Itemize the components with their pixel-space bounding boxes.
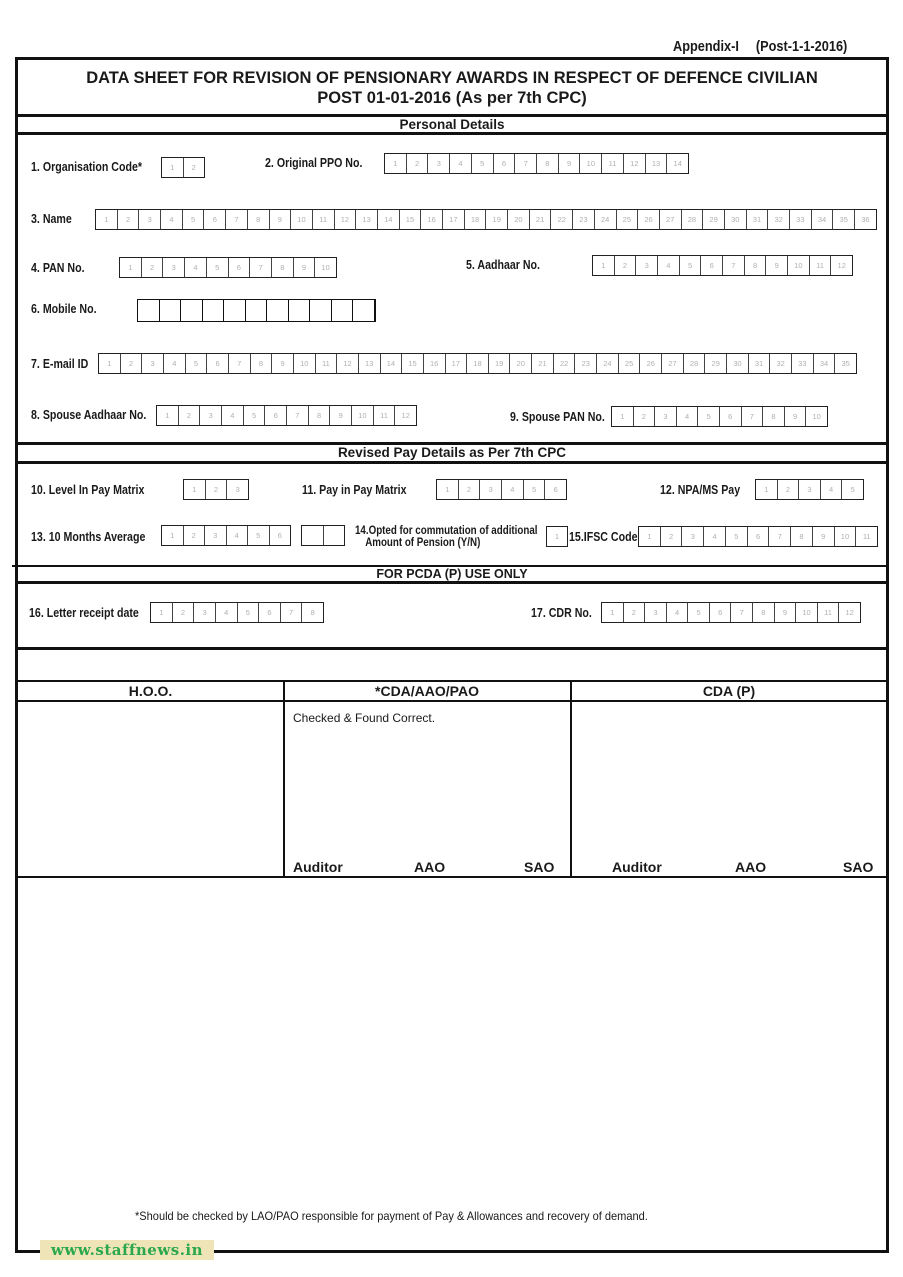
digit-box[interactable]: 9 (559, 154, 581, 173)
digit-box[interactable]: 15 (402, 354, 424, 373)
digit-box[interactable]: 12 (624, 154, 646, 173)
digit-box[interactable]: 5 (248, 526, 270, 545)
ppo-no-label: 2. Original PPO No. (265, 156, 363, 170)
org-code-label: 1. Organisation Code* (31, 160, 143, 174)
mobile-no-input[interactable] (137, 299, 376, 322)
digit-box[interactable]: 8 (272, 258, 294, 277)
digit-box[interactable]: 31 (749, 354, 771, 373)
org-code-input[interactable] (161, 157, 205, 178)
digit-box[interactable]: 5 (207, 258, 229, 277)
digit-box[interactable]: 4 (216, 603, 238, 622)
digit-box[interactable]: 35 (841, 359, 850, 368)
digit-box[interactable]: 1 (437, 480, 459, 499)
digit-box[interactable]: 5 (183, 210, 205, 229)
digit-box[interactable]: 13 (356, 210, 378, 229)
digit-box[interactable]: 2 (173, 603, 195, 622)
digit-box[interactable]: 3 (799, 480, 821, 499)
digit-box[interactable]: 26 (638, 210, 660, 229)
divider (15, 680, 889, 682)
digit-box[interactable]: 22 (551, 210, 573, 229)
digit-box[interactable]: 7 (742, 407, 764, 426)
digit-box[interactable]: 5 (244, 406, 266, 425)
digit-box[interactable]: 3 (142, 354, 164, 373)
digit-box[interactable]: 3 (682, 527, 704, 546)
post-date: (Post-1-1-2016) (755, 38, 848, 55)
digit-box[interactable]: 8 (309, 406, 331, 425)
digit-box[interactable]: 3 (139, 210, 161, 229)
digit-box[interactable]: 1 (385, 154, 407, 173)
digit-box[interactable] (181, 300, 203, 321)
digit-box[interactable]: 2 (624, 603, 646, 622)
digit-box[interactable]: 34 (812, 210, 834, 229)
digit-box[interactable]: 14 (381, 354, 403, 373)
commutation-label (355, 525, 537, 549)
level-pay-matrix-input[interactable] (183, 479, 249, 500)
digit-box[interactable]: 6 (277, 531, 282, 540)
digit-box[interactable]: 1 (120, 258, 142, 277)
digit-box[interactable]: 5 (688, 603, 710, 622)
digit-box[interactable]: 6 (710, 603, 732, 622)
digit-box[interactable] (302, 526, 324, 545)
digit-box[interactable]: 6 (701, 256, 723, 275)
digit-box[interactable]: 28 (684, 354, 706, 373)
name-label: 3. Name (31, 212, 72, 226)
digit-box[interactable]: 27 (660, 210, 682, 229)
digit-box[interactable]: 4 (658, 256, 680, 275)
digit-box[interactable]: 33 (792, 354, 814, 373)
spouse-aadhaar-label: 8. Spouse Aadhaar No. (31, 408, 147, 422)
divider (15, 876, 889, 878)
digit-box[interactable]: 3 (636, 256, 658, 275)
digit-box[interactable]: 19 (489, 354, 511, 373)
digit-box[interactable] (324, 526, 345, 545)
digit-box[interactable]: 9 (785, 407, 807, 426)
digit-box[interactable]: 8 (745, 256, 767, 275)
digit-box[interactable]: 3 (235, 485, 240, 494)
digit-box[interactable]: 10 (580, 154, 602, 173)
digit-box[interactable]: 5 (680, 256, 702, 275)
digit-box[interactable]: 4 (821, 480, 843, 499)
digit-box[interactable]: 1 (151, 603, 173, 622)
digit-box[interactable]: 4 (185, 258, 207, 277)
digit-box[interactable]: 26 (640, 354, 662, 373)
digit-box[interactable]: 11 (818, 603, 840, 622)
digit-box[interactable]: 16 (421, 210, 443, 229)
ten-months-average-input[interactable] (161, 525, 291, 546)
title-line-1: DATA SHEET FOR REVISION OF PENSIONARY AWARDS IN RESPECT OF DEFENCE CIVILIAN (86, 69, 818, 87)
digit-box[interactable]: 6 (207, 354, 229, 373)
digit-box[interactable]: 19 (486, 210, 508, 229)
digit-box[interactable]: 21 (530, 210, 552, 229)
digit-box[interactable]: 9 (330, 406, 352, 425)
digit-box[interactable]: 8 (753, 603, 775, 622)
digit-box[interactable]: 10 (788, 256, 810, 275)
spouse-aadhaar-input[interactable] (156, 405, 417, 426)
commutation-yn-input[interactable] (546, 526, 568, 547)
digit-box[interactable]: 32 (770, 354, 792, 373)
digit-box[interactable]: 12 (837, 261, 846, 270)
signature-sao: SAO (524, 859, 555, 875)
digit-box[interactable]: 14 (673, 159, 682, 168)
column-divider (570, 681, 572, 877)
digit-box[interactable]: 4 (222, 406, 244, 425)
digit-box[interactable]: 2 (778, 480, 800, 499)
digit-box[interactable]: 21 (532, 354, 554, 373)
digit-box[interactable] (203, 300, 225, 321)
digit-box[interactable]: 20 (508, 210, 530, 229)
digit-box[interactable]: 11 (862, 532, 871, 541)
digit-box[interactable] (224, 300, 246, 321)
cdr-no-input[interactable] (601, 602, 861, 623)
form-frame (15, 57, 889, 1253)
digit-box[interactable]: 15 (400, 210, 422, 229)
digit-box[interactable] (289, 300, 311, 321)
digit-box[interactable]: 9 (270, 210, 292, 229)
ppo-no-input[interactable] (384, 153, 689, 174)
digit-box[interactable]: 30 (727, 354, 749, 373)
digit-box[interactable]: 34 (814, 354, 836, 373)
column-header-cda-p: CDA (P) (702, 683, 756, 699)
digit-box[interactable]: 9 (766, 256, 788, 275)
digit-box[interactable]: 6 (229, 258, 251, 277)
digit-box[interactable]: 27 (662, 354, 684, 373)
digit-box[interactable]: 8 (763, 407, 785, 426)
digit-box[interactable]: 18 (465, 210, 487, 229)
digit-box[interactable]: 6 (494, 154, 516, 173)
digit-box[interactable]: 1 (612, 407, 634, 426)
digit-box[interactable] (246, 300, 268, 321)
aadhaar-no-input[interactable] (592, 255, 853, 276)
digit-box[interactable]: 10 (294, 354, 316, 373)
digit-box[interactable]: 6 (204, 210, 226, 229)
digit-box[interactable]: 11 (374, 406, 396, 425)
digit-box[interactable]: 4 (667, 603, 689, 622)
digit-box[interactable]: 36 (861, 215, 870, 224)
digit-box[interactable]: 16 (424, 354, 446, 373)
digit-box[interactable]: 3 (428, 154, 450, 173)
digit-box[interactable]: 2 (121, 354, 143, 373)
digit-box[interactable]: 7 (229, 354, 251, 373)
aadhaar-no-label: 5. Aadhaar No. (466, 258, 541, 272)
signature-aao: AAO (414, 859, 446, 875)
digit-box[interactable]: 12 (335, 210, 357, 229)
spouse-pan-input[interactable] (611, 406, 828, 427)
digit-box[interactable]: 1 (162, 158, 184, 177)
digit-box[interactable]: 6 (259, 603, 281, 622)
digit-box[interactable]: 5 (698, 407, 720, 426)
digit-box[interactable]: 32 (768, 210, 790, 229)
digit-box[interactable]: 8 (248, 210, 270, 229)
pay-in-matrix-input[interactable] (436, 479, 567, 500)
commutation-label-line-1: 14.Opted for commutation of additional (355, 525, 538, 537)
digit-box[interactable]: 31 (747, 210, 769, 229)
digit-box[interactable]: 17 (443, 210, 465, 229)
digit-box[interactable]: 25 (617, 210, 639, 229)
digit-box[interactable]: 8 (310, 608, 315, 617)
digit-box[interactable]: 33 (790, 210, 812, 229)
digit-box[interactable]: 2 (615, 256, 637, 275)
signature-auditor: Auditor (293, 859, 343, 875)
digit-box[interactable]: 4 (704, 527, 726, 546)
digit-box[interactable] (353, 300, 375, 321)
digit-box[interactable]: 9 (272, 354, 294, 373)
digit-box[interactable]: 22 (554, 354, 576, 373)
digit-box[interactable]: 1 (184, 480, 206, 499)
digit-box[interactable]: 13 (646, 154, 668, 173)
digit-box[interactable]: 3 (194, 603, 216, 622)
digit-box[interactable]: 11 (810, 256, 832, 275)
digit-box[interactable]: 2 (634, 407, 656, 426)
digit-box[interactable]: 10 (796, 603, 818, 622)
digit-box[interactable]: 2 (179, 406, 201, 425)
mobile-no-label: 6. Mobile No. (31, 302, 97, 316)
digit-box[interactable]: 1 (593, 256, 615, 275)
commutation-label-line-2: Amount of Pension (Y/N) (365, 537, 481, 549)
digit-box[interactable]: 18 (467, 354, 489, 373)
ifsc-code-input[interactable] (638, 526, 878, 547)
digit-box[interactable]: 30 (725, 210, 747, 229)
digit-box[interactable]: 25 (619, 354, 641, 373)
digit-box[interactable]: 7 (769, 527, 791, 546)
watermark-link[interactable]: www.staffnews.in (40, 1240, 214, 1260)
form-title (18, 68, 886, 108)
digit-box[interactable]: 11 (602, 154, 624, 173)
digit-box[interactable]: 23 (575, 354, 597, 373)
digit-box[interactable]: 2 (191, 163, 196, 172)
digit-box[interactable]: 2 (118, 210, 140, 229)
column-divider (283, 681, 285, 877)
digit-box[interactable]: 14 (378, 210, 400, 229)
footnote: *Should be checked by LAO/PAO responsible for payment of Pay & Allowances and recovery of demand. (135, 1209, 648, 1223)
digit-box[interactable]: 10 (812, 412, 821, 421)
npa-ms-pay-input[interactable] (755, 479, 864, 500)
digit-box[interactable]: 7 (250, 258, 272, 277)
digit-box[interactable]: 3 (655, 407, 677, 426)
title-line-2: POST 01-01-2016 (As per 7th CPC) (317, 89, 587, 107)
level-pay-matrix-label: 10. Level In Pay Matrix (31, 483, 145, 497)
digit-box[interactable]: 5 (726, 527, 748, 546)
digit-box[interactable]: 3 (163, 258, 185, 277)
digit-box[interactable]: 24 (597, 354, 619, 373)
digit-box[interactable]: 1 (602, 603, 624, 622)
digit-box[interactable]: 9 (775, 603, 797, 622)
digit-box[interactable]: 2 (184, 526, 206, 545)
digit-box[interactable]: 4 (164, 354, 186, 373)
digit-box[interactable]: 1 (157, 406, 179, 425)
digit-box[interactable]: 7 (731, 603, 753, 622)
digit-box[interactable]: 28 (682, 210, 704, 229)
signature-sao: SAO (843, 859, 874, 875)
ten-months-average-extra-input[interactable] (301, 525, 345, 546)
digit-box[interactable] (310, 300, 332, 321)
digit-box[interactable]: 17 (446, 354, 468, 373)
digit-box[interactable]: 1 (756, 480, 778, 499)
digit-box[interactable]: 5 (186, 354, 208, 373)
digit-box[interactable]: 2 (142, 258, 164, 277)
digit-box[interactable]: 4 (161, 210, 183, 229)
ifsc-code-label: 15.IFSC Code (569, 530, 638, 544)
digit-box[interactable]: 8 (537, 154, 559, 173)
digit-box[interactable]: 13 (359, 354, 381, 373)
digit-box[interactable]: 5 (524, 480, 546, 499)
digit-box[interactable]: 6 (553, 485, 558, 494)
divider (15, 132, 889, 135)
digit-box[interactable] (160, 300, 182, 321)
signature-aao: AAO (735, 859, 767, 875)
digit-box[interactable]: 1 (99, 354, 121, 373)
digit-box[interactable]: 1 (639, 527, 661, 546)
section-revised-pay: Revised Pay Details as Per 7th CPC (337, 445, 567, 460)
digit-box[interactable]: 7 (287, 406, 309, 425)
digit-box[interactable]: 11 (316, 354, 338, 373)
digit-box[interactable]: 3 (205, 526, 227, 545)
digit-box[interactable] (267, 300, 289, 321)
digit-box[interactable]: 4 (450, 154, 472, 173)
cdr-no-label: 17. CDR No. (531, 606, 592, 620)
digit-box[interactable]: 29 (705, 354, 727, 373)
digit-box[interactable]: 6 (265, 406, 287, 425)
column-header-hoo: H.O.O. (128, 683, 173, 699)
digit-box[interactable]: 4 (677, 407, 699, 426)
digit-box[interactable]: 7 (723, 256, 745, 275)
digit-box[interactable]: 29 (703, 210, 725, 229)
digit-box[interactable]: 1 (96, 210, 118, 229)
digit-box[interactable]: 11 (313, 210, 335, 229)
digit-box[interactable]: 3 (645, 603, 667, 622)
email-id-label: 7. E-mail ID (31, 357, 89, 371)
digit-box[interactable]: 3 (200, 406, 222, 425)
digit-box[interactable]: 7 (226, 210, 248, 229)
divider (15, 647, 889, 650)
divider (15, 581, 889, 584)
digit-box[interactable]: 10 (352, 406, 374, 425)
digit-box[interactable]: 2 (459, 480, 481, 499)
digit-box[interactable]: 23 (573, 210, 595, 229)
letter-receipt-date-input[interactable] (150, 602, 324, 623)
digit-box[interactable]: 8 (251, 354, 273, 373)
digit-box[interactable]: 1 (162, 526, 184, 545)
name-input[interactable] (95, 209, 877, 230)
digit-box[interactable]: 3 (480, 480, 502, 499)
ten-months-average-label: 13. 10 Months Average (31, 530, 146, 544)
npa-ms-pay-label: 12. NPA/MS Pay (660, 483, 741, 497)
letter-receipt-date-label: 16. Letter receipt date (29, 606, 139, 620)
digit-box[interactable]: 1 (554, 532, 560, 541)
digit-box[interactable]: 5 (238, 603, 260, 622)
appendix-label (673, 38, 847, 55)
appendix-number: Appendix-I (673, 38, 739, 55)
checked-found-correct-text: Checked & Found Correct. (293, 711, 436, 725)
digit-box[interactable]: 9 (294, 258, 316, 277)
digit-box[interactable]: 6 (720, 407, 742, 426)
digit-box[interactable]: 10 (291, 210, 313, 229)
digit-box[interactable]: 7 (281, 603, 303, 622)
digit-box[interactable]: 24 (595, 210, 617, 229)
pay-in-matrix-label: 11. Pay in Pay Matrix (302, 483, 407, 497)
digit-box[interactable]: 12 (401, 411, 410, 420)
digit-box[interactable]: 5 (472, 154, 494, 173)
digit-box[interactable]: 12 (337, 354, 359, 373)
digit-box[interactable]: 7 (515, 154, 537, 173)
digit-box[interactable]: 9 (813, 527, 835, 546)
divider (15, 461, 889, 464)
column-header-cda-aao-pao: *CDA/AAO/PAO (375, 683, 479, 699)
digit-box[interactable]: 2 (407, 154, 429, 173)
digit-box[interactable]: 8 (791, 527, 813, 546)
digit-box[interactable]: 10 (321, 263, 330, 272)
pan-no-input[interactable] (119, 257, 337, 278)
digit-box[interactable]: 10 (835, 527, 857, 546)
digit-box[interactable]: 4 (227, 526, 249, 545)
digit-box[interactable]: 5 (850, 485, 855, 494)
digit-box[interactable]: 35 (833, 210, 855, 229)
digit-box[interactable]: 4 (502, 480, 524, 499)
digit-box[interactable] (138, 300, 160, 321)
divider (15, 700, 889, 702)
digit-box[interactable]: 6 (748, 527, 770, 546)
section-pcda-use-only: FOR PCDA (P) USE ONLY (376, 567, 528, 581)
email-id-input[interactable] (98, 353, 857, 374)
digit-box[interactable]: 2 (661, 527, 683, 546)
digit-box[interactable]: 12 (845, 608, 854, 617)
digit-box[interactable]: 2 (206, 480, 228, 499)
signature-auditor: Auditor (612, 859, 662, 875)
pan-no-label: 4. PAN No. (31, 261, 85, 275)
digit-box[interactable]: 20 (510, 354, 532, 373)
spouse-pan-label: 9. Spouse PAN No. (510, 410, 605, 424)
digit-box[interactable] (332, 300, 354, 321)
section-personal-details: Personal Details (399, 117, 505, 132)
